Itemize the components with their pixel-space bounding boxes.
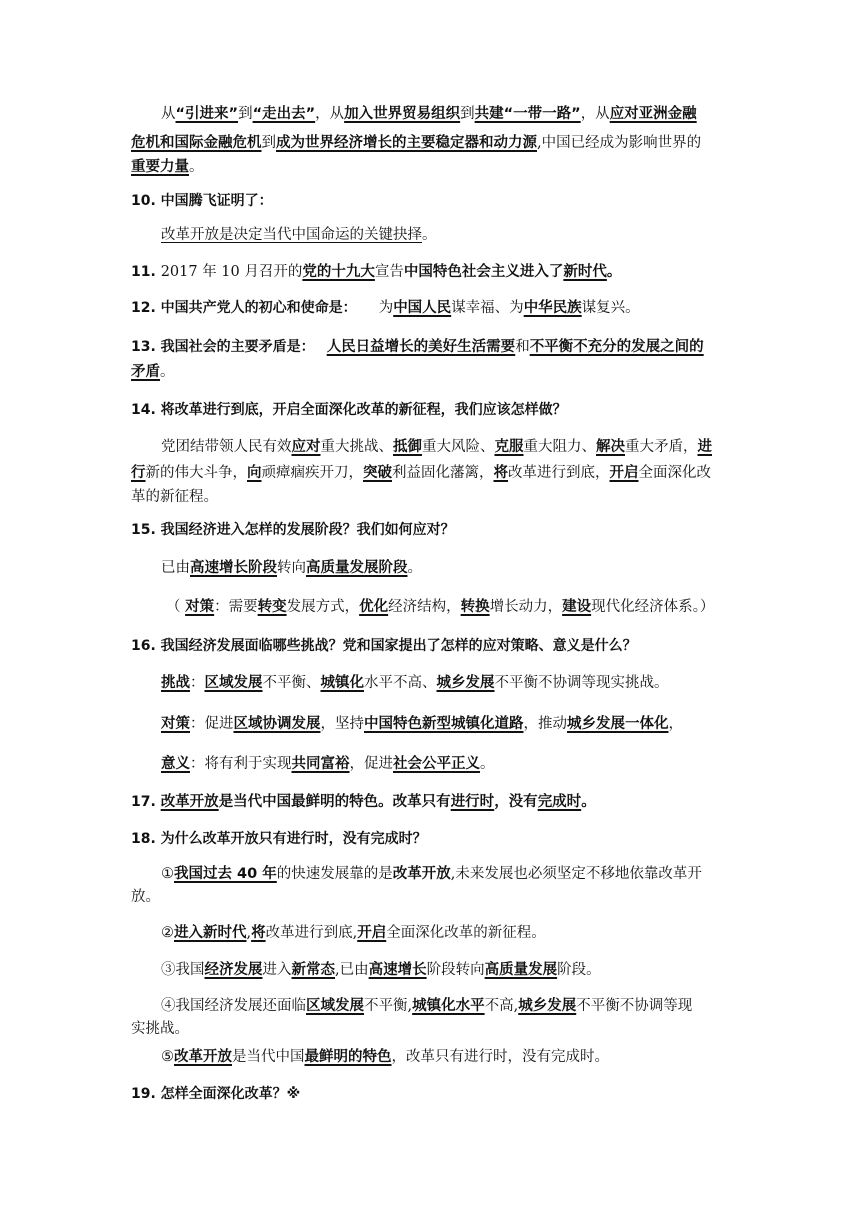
text-run: 阶段。 (557, 962, 601, 978)
text-run: 改革开放是决定当代中国命运的关键抉择 (161, 227, 422, 243)
text-run: 全面深化改革的新征程。 (386, 925, 546, 941)
text-run: 中华民族 (523, 300, 582, 316)
text-run: 进 (697, 439, 712, 455)
text-run: 应对亚洲金融 (609, 106, 697, 122)
text-run: 矛盾 (131, 364, 160, 380)
question-14-line-3: 革的新征程。 (131, 489, 218, 505)
question-16-countermeasure (161, 714, 683, 734)
text-run: ,中国已经成为影响世界的 (537, 135, 702, 151)
text-run: 进行时 (450, 794, 495, 810)
question-14-title: 14. 将改革进行到底，开启全面深化改革的新征程，我们应该怎样做？ (131, 402, 567, 418)
text-run: 对策 (161, 716, 190, 732)
text-run: 行 (131, 465, 146, 481)
text-run: 抵御 (393, 439, 422, 455)
text-run: （ (166, 599, 186, 615)
text-run: 成为世界经济增长的主要稳定器和动力源 (276, 135, 537, 151)
text-run: 。 (407, 560, 422, 576)
question-10-answer (161, 225, 437, 245)
text-run: 对策 (185, 599, 215, 615)
question-15-title: 15. 我国经济进入怎样的发展阶段？我们如何应对？ (131, 522, 455, 538)
question-18-answer-5 (161, 1047, 609, 1067)
text-run: 高速增长阶段 (190, 560, 277, 576)
text-run: 意义 (161, 756, 190, 772)
text-run: 优化 (359, 599, 389, 615)
text-run: ，坚持 (320, 716, 364, 732)
text-run: 改革开放 (160, 794, 219, 810)
question-13-line-2 (131, 362, 175, 382)
intro-line-2 (131, 133, 701, 153)
text-run: 为 (378, 300, 394, 316)
question-18-answer-4 (161, 996, 692, 1016)
text-run: 利益固化藩篱， (392, 465, 494, 481)
text-run: 。 (160, 364, 175, 380)
question-18-answer-3 (161, 960, 601, 980)
text-run: 应对 (291, 439, 321, 455)
question-12 (131, 298, 640, 318)
question-15-countermeasure (166, 597, 714, 617)
text-run: 重大矛盾， (625, 439, 698, 455)
text-run: 改革开放 (174, 1049, 232, 1065)
text-run: 新时代 (563, 264, 607, 280)
text-run: 区域协调发展 (233, 716, 321, 732)
question-11 (131, 262, 621, 282)
intro-line-1 (161, 104, 697, 124)
text-run: 12. 中国共产党人的初心和使命是： (131, 300, 357, 316)
text-run: 共同富裕 (291, 756, 350, 772)
text-run: 。 (606, 264, 622, 280)
text-run: ，促进 (349, 756, 393, 772)
text-run: 社会公平正义 (393, 756, 480, 772)
question-10-title: 10. 中国腾飞证明了： (131, 193, 273, 209)
text-run: 加入世界贸易组织 (344, 106, 461, 122)
text-run: 不平衡、 (262, 675, 321, 691)
text-run: 。 (422, 227, 437, 243)
text-run: 改革进行到底， (508, 465, 610, 481)
question-13-line-1 (131, 337, 704, 357)
text-run: 将 (493, 465, 508, 481)
text-run: 建设 (562, 599, 592, 615)
text-run: ① (161, 866, 174, 882)
text-run: 水平不高、 (364, 675, 437, 691)
text-run: ③我国 (161, 962, 205, 978)
text-run: 不平衡不充分的发展之间的 (529, 339, 704, 355)
text-run: 。 (480, 756, 495, 772)
question-16-significance (161, 754, 495, 774)
text-run: 谋幸福、为 (451, 300, 524, 316)
question-18-answer-1-cont: 放。 (131, 889, 160, 905)
text-run: 增长动力， (489, 599, 563, 615)
text-run: 现代化经济体系。） (591, 599, 715, 615)
text-run: 挑战 (161, 675, 190, 691)
question-14-line-2 (131, 463, 711, 483)
text-run: 谋复兴。 (581, 300, 640, 316)
text-run: 。 (189, 159, 204, 175)
text-run: 中国特色新型城镇化道路 (364, 716, 524, 732)
question-19-title: 19. 怎样全面深化改革？※ (131, 1086, 301, 1102)
question-18-title: 18. 为什么改革开放只有进行时，没有完成时？ (131, 831, 427, 847)
text-run: 。 (581, 794, 596, 810)
text-run: 重大挑战、 (320, 439, 393, 455)
text-run: 开启 (609, 465, 639, 481)
text-run: 11. (131, 264, 161, 280)
text-run: 高质量发展 (484, 962, 558, 978)
text-run: ，推动 (523, 716, 567, 732)
text-run: ，从 (580, 106, 610, 122)
text-run: ，没有 (494, 794, 538, 810)
text-run: 新的伟大斗争， (145, 465, 247, 481)
text-run: 最鲜明的特色 (304, 1049, 392, 1065)
text-run: 城镇化 (320, 675, 364, 691)
text-run: 区域发展 (204, 675, 263, 691)
text-run: 克服 (494, 439, 524, 455)
text-run: 宣告 (374, 264, 404, 280)
text-run: ：将有利于实现 (190, 756, 292, 772)
question-14-line-1 (161, 437, 712, 457)
text-run: 进入 (262, 962, 292, 978)
text-run: 全面深化改 (638, 465, 711, 481)
text-run: 将 (251, 925, 266, 941)
text-run: 和 (515, 339, 530, 355)
text-run: 向 (247, 465, 262, 481)
text-run: 不平衡, (364, 998, 413, 1014)
text-run: , (246, 925, 252, 941)
question-16-challenge (161, 673, 669, 693)
text-run: 城乡发展一体化 (567, 716, 669, 732)
question-15-answer (161, 558, 422, 578)
text-run: 重要力量 (131, 159, 189, 175)
text-run: ， (668, 716, 683, 732)
text-run: 危机和国际金融危机 (131, 135, 262, 151)
text-run: 解决 (596, 439, 625, 455)
text-run: 从 (161, 106, 176, 122)
text-run: 党的十九大 (302, 264, 375, 280)
text-run: 顽瘴痼疾开刀， (261, 465, 363, 481)
text-run: 改革开放 (392, 866, 451, 882)
question-17 (131, 792, 596, 812)
text-run: 到 (261, 135, 276, 151)
text-run: ⑤ (161, 1049, 174, 1065)
text-run: 突破 (363, 465, 392, 481)
text-run: 转变 (257, 599, 287, 615)
text-run: ： (190, 675, 205, 691)
text-run: 阶段转向 (426, 962, 485, 978)
text-run: 城镇化水平 (412, 998, 485, 1014)
text-run: ，改革只有进行时，没有完成时。 (391, 1049, 609, 1065)
text-run: ：需要 (214, 599, 258, 615)
question-16-title: 16. 我国经济发展面临哪些挑战？党和国家提出了怎样的应对策略、意义是什么？ (131, 638, 637, 654)
text-run: 区域发展 (306, 998, 364, 1014)
text-run: 新常态 (291, 962, 335, 978)
text-run: 完成时 (537, 794, 582, 810)
text-run: 城乡发展 (436, 675, 495, 691)
text-run: ② (161, 925, 174, 941)
text-run: 发展方式， (286, 599, 360, 615)
text-run: 是当代中国 (232, 1049, 305, 1065)
text-run: 重大阻力、 (523, 439, 596, 455)
text-run: 到 (460, 106, 475, 122)
text-run: 不平衡不协调等现实挑战。 (494, 675, 669, 691)
text-run: 党团结带领人民有效 (161, 439, 292, 455)
text-run: ：促进 (190, 716, 234, 732)
question-18-answer-4-cont: 实挑战。 (131, 1021, 189, 1037)
text-run: 城乡发展 (518, 998, 577, 1014)
text-run: “引进来” (175, 106, 239, 122)
intro-line-3 (131, 157, 204, 177)
text-run: 高速增长 (368, 962, 427, 978)
text-run: 13. 我国社会的主要矛盾是： (131, 339, 315, 355)
text-run: 转换 (460, 599, 490, 615)
text-run: 进入新时代 (174, 925, 247, 941)
text-run: 的快速发展靠的是 (276, 866, 393, 882)
text-run: 17. (131, 794, 161, 810)
text-run: ,未来发展也必须坚定不移地依靠改革开 (450, 866, 702, 882)
text-run: 重大风险、 (422, 439, 495, 455)
text-run: 不高, (484, 998, 519, 1014)
text-run: ，从 (315, 106, 345, 122)
text-run: 改革进行到底, (265, 925, 358, 941)
text-run: ,已由 (335, 962, 369, 978)
text-run: 中国人民 (393, 300, 452, 316)
text-run: 中国特色社会主义进入了 (403, 264, 564, 280)
question-18-answer-2 (161, 923, 546, 943)
text-run: ④我国经济发展还面临 (161, 998, 306, 1014)
text-run: 我国过去 40 年 (174, 866, 277, 882)
text-run: 经济结构， (388, 599, 461, 615)
text-run: 人民日益增长的美好生活需要 (326, 339, 516, 355)
text-run: 经济发展 (204, 962, 263, 978)
text-run: 不平衡不协调等现 (576, 998, 693, 1014)
text-run: 是当代中国最鲜明的特色。改革只有 (218, 794, 451, 810)
text-run: 2017 年 10 月召开的 (160, 264, 303, 280)
text-run: 高质量发展阶段 (306, 560, 408, 576)
question-18-answer-1 (161, 864, 702, 884)
text-run: 共建“一带一路” (474, 106, 581, 122)
text-run: “走出去” (252, 106, 316, 122)
text-run: 开启 (357, 925, 387, 941)
text-run: 转向 (277, 560, 306, 576)
text-run: 到 (238, 106, 253, 122)
text-run: 已由 (161, 560, 190, 576)
